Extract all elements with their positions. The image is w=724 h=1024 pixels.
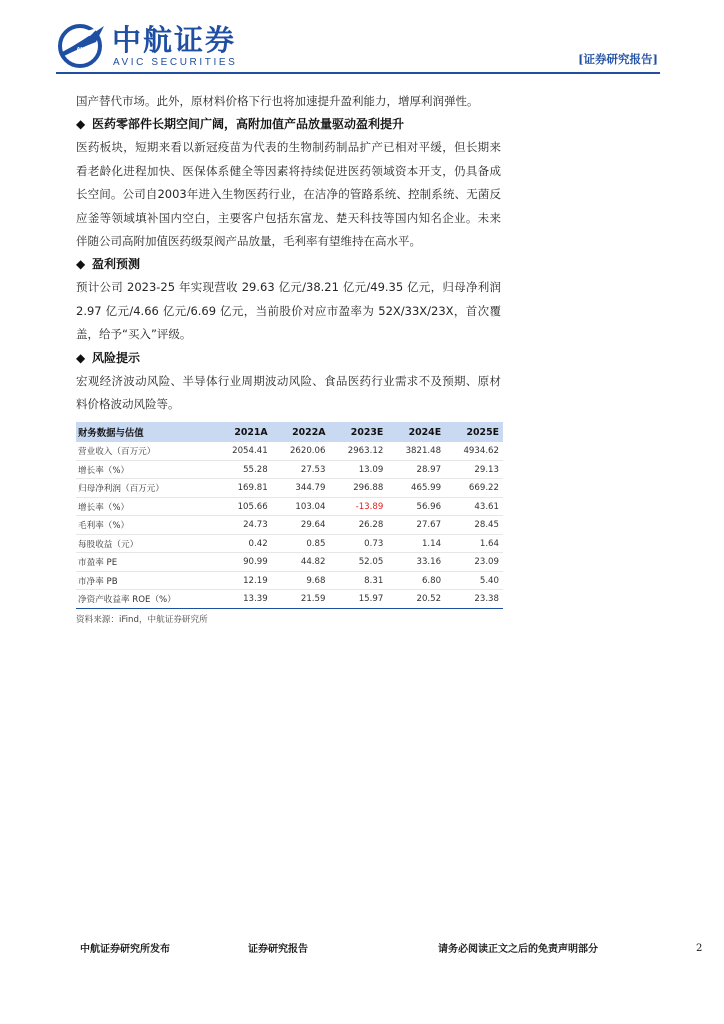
report-type-tag: [证券研究报告]: [578, 52, 658, 66]
table-row-label: 市净率 PB: [76, 571, 214, 590]
section-title: 医药零部件长期空间广阔，高附加值产品放量驱动盈利提升: [92, 117, 405, 132]
section-paragraph-forecast: 预计公司 2023-25 年实现营收 29.63 亿元/38.21 亿元/49.35 亿元，归母净利润 2.97 亿元/4.66 亿元/6.69 亿元，当前股价对应市盈率为 52X/33X/23X，首次覆盖，给予“买入”评级。: [76, 280, 501, 342]
table-header-cell: 2025E: [445, 422, 503, 442]
table-cell: 56.96: [387, 497, 445, 516]
section-title: 风险提示: [92, 350, 141, 365]
table-row: [76, 460, 503, 479]
table-cell: 27.53: [272, 460, 330, 479]
table-row-label: 市盈率 PE: [76, 553, 214, 572]
table-row-label: 毛利率（%）: [76, 516, 214, 535]
table-cell: 105.66: [214, 497, 272, 516]
table-cell: -13.89: [329, 497, 387, 516]
footer-report-type: 证券研究报告: [248, 944, 308, 955]
table-row-label: 增长率（%）: [76, 497, 214, 516]
table-cell: 28.97: [387, 460, 445, 479]
table-cell: 29.13: [445, 460, 503, 479]
table-cell: 33.16: [387, 553, 445, 572]
table-cell: 23.38: [445, 590, 503, 609]
table-row: [76, 534, 503, 553]
table-header-cell: 2022A: [272, 422, 330, 442]
report-body: [76, 90, 501, 625]
table-header-cell: 2023E: [329, 422, 387, 442]
table-cell: 13.39: [214, 590, 272, 609]
table-cell: 0.73: [329, 534, 387, 553]
table-cell: 27.67: [387, 516, 445, 535]
table-cell: 43.61: [445, 497, 503, 516]
table-header-row: [76, 422, 503, 442]
section-heading-medical: [76, 113, 501, 136]
table-cell: 0.85: [272, 534, 330, 553]
financial-data-table: [76, 422, 503, 609]
table-cell: 55.28: [214, 460, 272, 479]
table-header-cell: 财务数据与估值: [76, 422, 214, 442]
table-body: [76, 442, 503, 608]
table-cell: 8.31: [329, 571, 387, 590]
logo-chinese-name: 中航证券: [112, 23, 237, 57]
table-cell: 6.80: [387, 571, 445, 590]
table-cell: 2620.06: [272, 442, 330, 460]
table-cell: 44.82: [272, 553, 330, 572]
table-cell: 169.81: [214, 479, 272, 498]
section-paragraph-risk: 宏观经济波动风险、半导体行业周期波动风险、食品医药行业需求不及预期、原材料价格波动风险等。: [76, 373, 501, 412]
table-row: [76, 516, 503, 535]
table-row: [76, 479, 503, 498]
diamond-bullet-icon: ◆: [76, 117, 86, 132]
table-cell: 4934.62: [445, 442, 503, 460]
table-row: [76, 590, 503, 609]
table-row-label: 增长率（%）: [76, 460, 214, 479]
footer-publisher: 中航证券研究所发布: [80, 944, 170, 955]
table-cell: 90.99: [214, 553, 272, 572]
header-divider: [56, 72, 660, 74]
table-cell: 12.19: [214, 571, 272, 590]
table-row: [76, 553, 503, 572]
table-header-cell: 2021A: [214, 422, 272, 442]
table-cell: 15.97: [329, 590, 387, 609]
table-row-label: 每股收益（元）: [76, 534, 214, 553]
table-cell: 5.40: [445, 571, 503, 590]
table-cell: 465.99: [387, 479, 445, 498]
logo-badge-text: AVIC: [76, 47, 93, 54]
table-row: [76, 442, 503, 460]
table-cell: 26.28: [329, 516, 387, 535]
table-cell: 13.09: [329, 460, 387, 479]
section-paragraph-medical: 医药板块，短期来看以新冠疫苗为代表的生物制药制品扩产已相对平缓，但长期来看老龄化进程加快、医保体系健全等因素将持续促进医药领域资本开支，仍具备成长空间。公司自2003年进入生物医药行业，在洁净的管路系统、控制系统、无菌反应釜等领域填补国内空白，主要客户包括东富龙、楚天科技等国内知名企业。未来伴随公司高附加值医药级泵阀产品放量，毛利率有望维持在高水平。: [76, 140, 501, 249]
table-cell: 21.59: [272, 590, 330, 609]
table-row-label: 净资产收益率 ROE（%）: [76, 590, 214, 609]
table-row: [76, 497, 503, 516]
table-cell: 669.22: [445, 479, 503, 498]
table-header-cell: 2024E: [387, 422, 445, 442]
footer-disclaimer-note: 请务必阅读正文之后的免责声明部分: [438, 944, 598, 955]
table-row-label: 营业收入（百万元）: [76, 442, 214, 460]
table-cell: 1.64: [445, 534, 503, 553]
table-cell: 9.68: [272, 571, 330, 590]
table-cell: 52.05: [329, 553, 387, 572]
table-row: [76, 571, 503, 590]
table-cell: 103.04: [272, 497, 330, 516]
logo-english-name: AVIC SECURITIES: [113, 57, 238, 68]
table-cell: 20.52: [387, 590, 445, 609]
table-row-label: 归母净利润（百万元）: [76, 479, 214, 498]
diamond-bullet-icon: ◆: [76, 257, 86, 272]
section-title: 盈利预测: [92, 257, 141, 272]
section-heading-risk: [76, 347, 501, 370]
table-cell: 2054.41: [214, 442, 272, 460]
table-cell: 28.45: [445, 516, 503, 535]
page-header: [56, 20, 660, 72]
table-cell: 344.79: [272, 479, 330, 498]
table-cell: 0.42: [214, 534, 272, 553]
intro-paragraph: 国产替代市场。此外，原材料价格下行也将加速提升盈利能力，增厚利润弹性。: [76, 94, 479, 108]
table-cell: 296.88: [329, 479, 387, 498]
table-cell: 1.14: [387, 534, 445, 553]
data-source-note: 资料来源：iFind，中航证券研究所: [76, 614, 208, 625]
table-cell: 29.64: [272, 516, 330, 535]
table-cell: 23.09: [445, 553, 503, 572]
section-heading-forecast: [76, 253, 501, 276]
table-cell: 24.73: [214, 516, 272, 535]
avic-logo-icon: [56, 22, 106, 68]
table-cell: 3821.48: [387, 442, 445, 460]
diamond-bullet-icon: ◆: [76, 350, 86, 365]
page-footer: [80, 940, 636, 956]
page-number: 2: [696, 943, 703, 954]
table-cell: 2963.12: [329, 442, 387, 460]
